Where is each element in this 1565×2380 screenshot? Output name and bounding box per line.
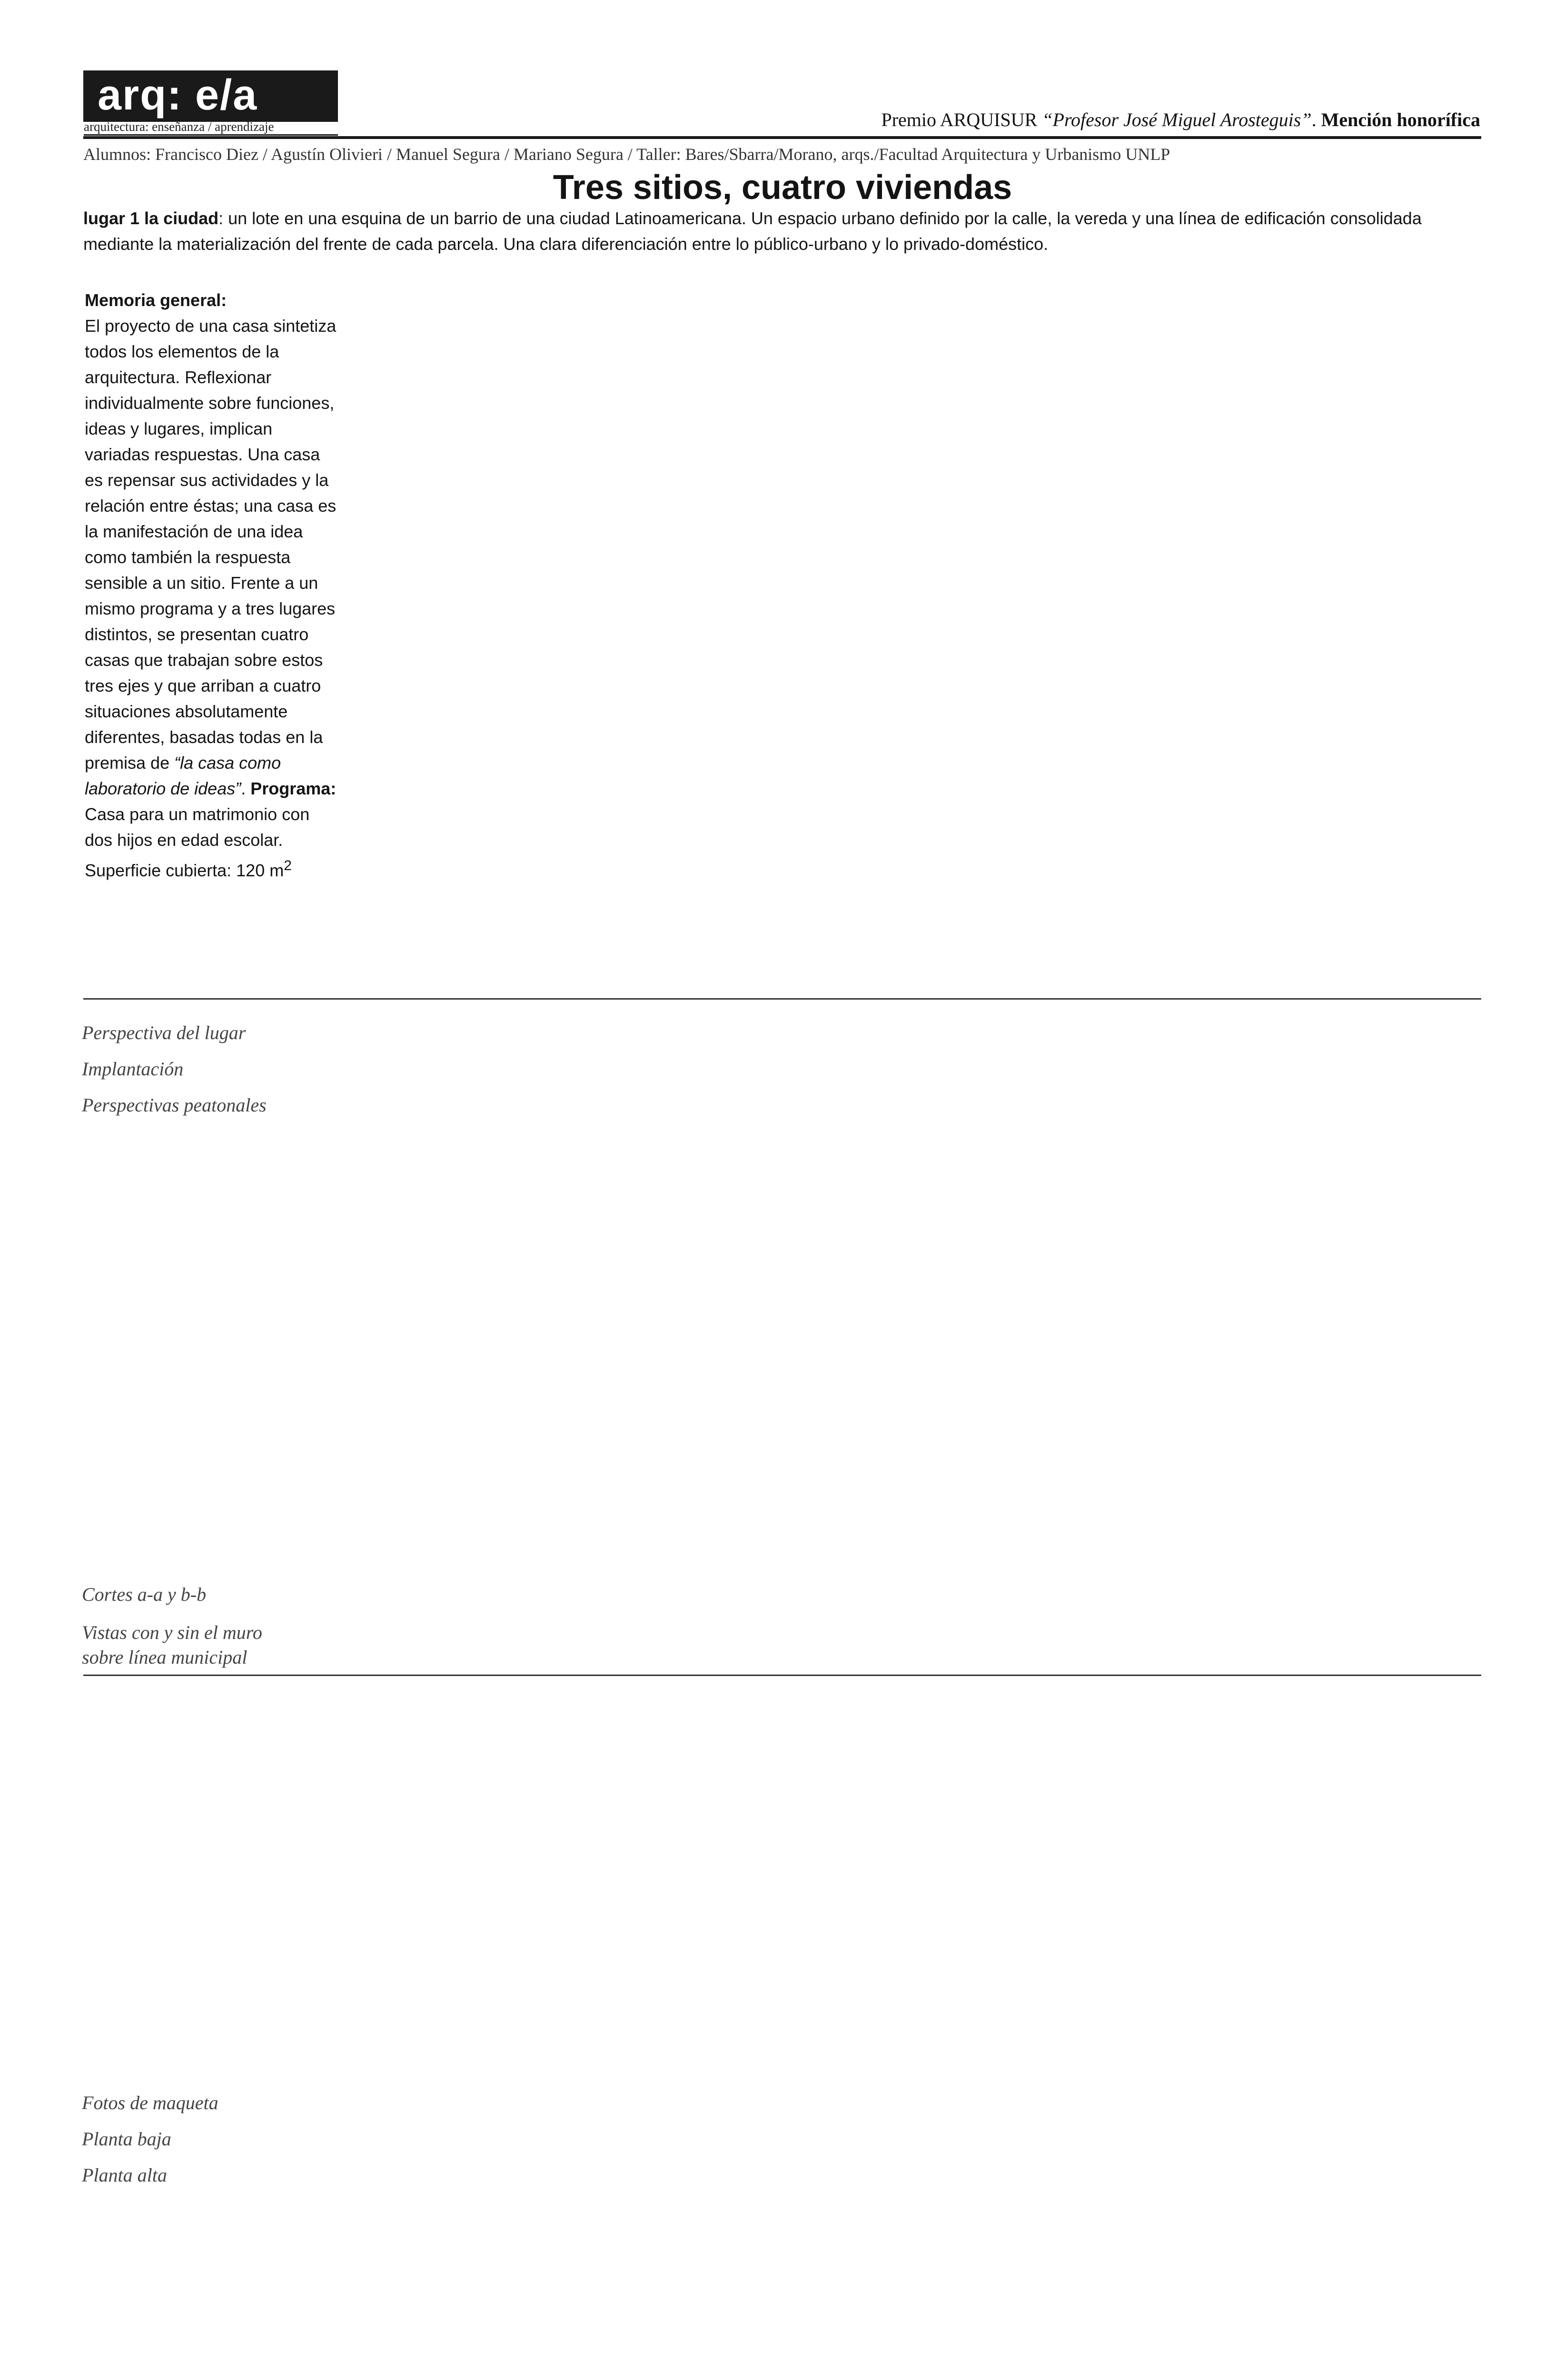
- award-line: [881, 109, 1480, 131]
- caption-cortes: Cortes a-a y b-b: [82, 1584, 207, 1605]
- caption-linea-municipal: sobre línea municipal: [82, 1646, 248, 1668]
- intro-paragraph: [83, 206, 1445, 257]
- award-distinction: Mención honorífica: [1321, 109, 1480, 130]
- memoria-after-quote: .: [241, 779, 246, 798]
- award-prefix: Premio ARQUISUR: [881, 109, 1042, 130]
- memoria-column: [85, 288, 339, 883]
- caption-perspectiva-lugar: Perspectiva del lugar: [82, 1022, 246, 1043]
- logo-text: arq: e/a: [98, 71, 258, 119]
- caption-vistas: Vistas con y sin el muro: [82, 1622, 262, 1643]
- intro-text: : un lote en una esquina de un barrio de una ciudad Latinoamericana. Un espacio urbano definido por la calle, la vereda y una línea de edificación consolidada mediante la materialización del frente de cada parcela. Una clara diferenciación entre lo público-urbano y lo privado-doméstico.: [83, 208, 1422, 254]
- authors-line: Alumnos: Francisco Diez / Agustín Olivieri / Manuel Segura / Mariano Segura / Taller: Bares/Sbarra/Morano, arqs./Facultad Arquitectura y Urbanismo UNLP: [83, 145, 1170, 164]
- caption-planta-alta: Planta alta: [82, 2164, 167, 2186]
- intro-lead: lugar 1 la ciudad: [83, 208, 219, 228]
- memoria-quote: “la casa como laboratorio de ideas”: [85, 753, 281, 798]
- caption-perspectivas-peatonales: Perspectivas peatonales: [82, 1094, 267, 1116]
- section-divider-1: [83, 998, 1481, 1000]
- logo-subtitle: arquitectura: enseñanza / aprendizaje: [84, 119, 338, 136]
- caption-planta-baja: Planta baja: [82, 2128, 171, 2150]
- article-title: Tres sitios, cuatro viviendas: [553, 169, 1012, 207]
- award-name: “Profesor José Miguel Arosteguis”: [1042, 109, 1312, 130]
- award-separator: .: [1311, 109, 1321, 130]
- programa-text: Casa para un matrimonio con dos hijos en edad escolar. Superficie cubierta: 120 m: [85, 804, 310, 880]
- header-rule: [83, 136, 1481, 139]
- caption-fotos-maqueta: Fotos de maqueta: [82, 2092, 218, 2113]
- section-divider-2: [83, 1675, 1481, 1676]
- programa-sup: 2: [284, 858, 292, 873]
- programa-label: Programa:: [250, 779, 337, 798]
- memoria-body: El proyecto de una casa sintetiza todos los elementos de la arquitectura. Reflexionar individualmente sobre funciones, ideas y lugares, implican variadas respuestas. Una casa es repensar sus actividades y la relación entre éstas; una casa es la manifestación de una idea como también la respuesta sensible a un sitio. Frente a un mismo programa y a tres lugares distintos, se presentan cuatro casas que trabajan sobre estos tres ejes y que arriban a cuatro situaciones absolutamente diferentes, basadas todas en la premisa de: [85, 316, 337, 773]
- memoria-heading: Memoria general:: [85, 290, 227, 310]
- caption-implantacion: Implantación: [82, 1058, 184, 1080]
